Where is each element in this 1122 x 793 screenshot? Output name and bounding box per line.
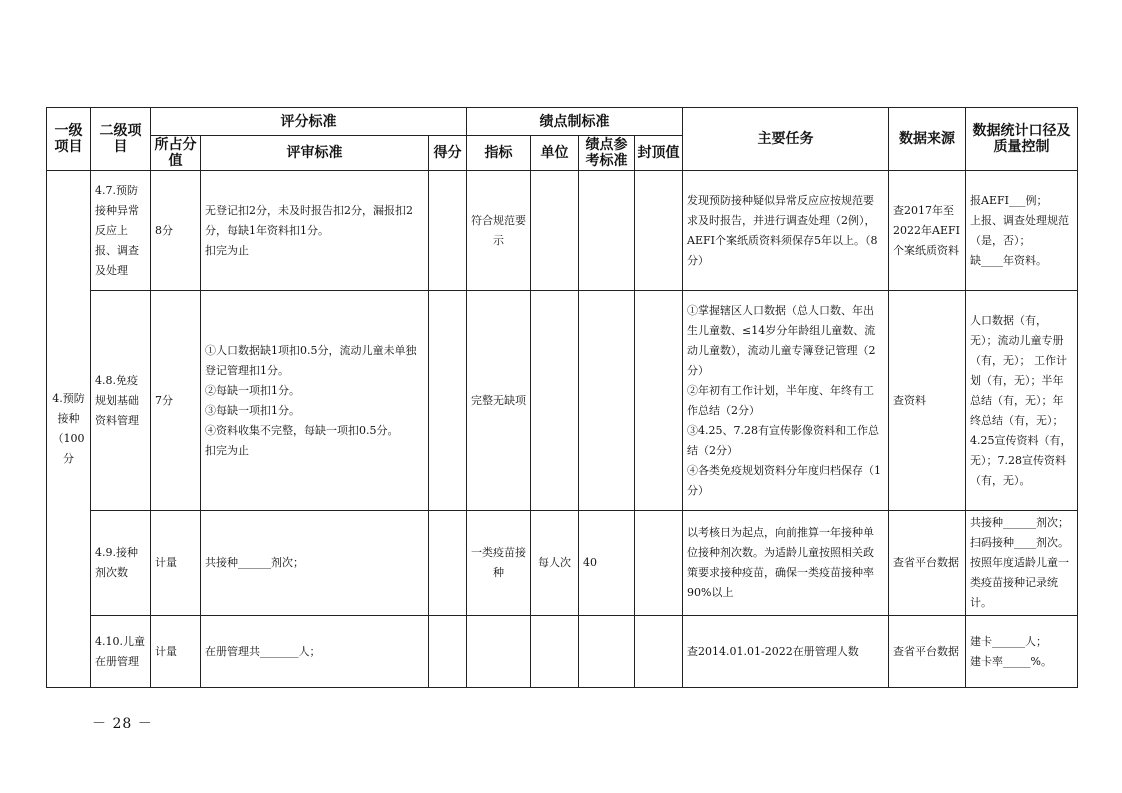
task-cell: 以考核日为起点，向前推算一年接种单位接种剂次数。为适龄儿童按照相关政策要求接种疫苗，确保一类疫苗接种率90%以上 [683,511,889,616]
level2-cell: 4.8.免疫规划基础资料管理 [91,291,151,511]
header-indicator: 指标 [467,136,531,171]
table-row [47,616,1078,688]
header-cap: 封顶值 [635,136,683,171]
header-row-top [47,108,1078,136]
task-cell: 发现预防接种疑似异常反应应按规范要求及时报告，并进行调查处理（2例），AEFI个案纸质资料须保存5年以上。（8分） [683,171,889,291]
obtained-cell [429,171,467,291]
source-cell: 查资料 [889,291,966,511]
header-performance: 绩点制标准 [467,108,683,136]
unit-cell: 每人次 [531,511,579,616]
obtained-cell [429,511,467,616]
header-level1: 一级项目 [47,108,91,171]
reference-cell [579,616,635,688]
cap-cell [635,291,683,511]
criteria-cell: ①人口数据缺1项扣0.5分，流动儿童未单独登记管理扣1分。 ②每缺一项扣1分。 ③每缺一项扣1分。 ④资料收集不完整，每缺一项扣0.5分。 扣完为止 [201,291,429,511]
level2-cell: 4.7.预防接种异常反应上报、调查及处理 [91,171,151,291]
level2-cell: 4.10.儿童在册管理 [91,616,151,688]
table-row [47,291,1078,511]
criteria-cell: 共接种______剂次； [201,511,429,616]
source-cell: 查2017年至2022年AEFI个案纸质资料 [889,171,966,291]
header-tasks: 主要任务 [683,108,889,171]
task-cell: 查2014.01.01-2022在册管理人数 [683,616,889,688]
score-cell: 8分 [151,171,201,291]
score-cell: 7分 [151,291,201,511]
indicator-cell: 一类疫苗接种 [467,511,531,616]
header-reference: 绩点参考标准 [579,136,635,171]
criteria-cell: 在册管理共_______人； [201,616,429,688]
header-stats: 数据统计口径及质量控制 [966,108,1078,171]
cap-cell [635,171,683,291]
stats-cell: 共接种______剂次；扫码接种____剂次。按照年度适龄儿童一类疫苗接种记录统计。 [966,511,1078,616]
unit-cell [531,171,579,291]
cap-cell [635,511,683,616]
cap-cell [635,616,683,688]
table-row [47,511,1078,616]
header-unit: 单位 [531,136,579,171]
score-cell: 计量 [151,616,201,688]
obtained-cell [429,616,467,688]
header-review: 评审标准 [201,136,429,171]
header-level2: 二级项目 [91,108,151,171]
table-row [47,171,1078,291]
reference-cell [579,171,635,291]
unit-cell [531,291,579,511]
header-score-share: 所占分值 [151,136,201,171]
unit-cell [531,616,579,688]
header-source: 数据来源 [889,108,966,171]
stats-cell: 人口数据（有，无）；流动儿童专册（有，无）； 工作计划（有，无）；半年总结（有，无）；年终总结（有，无）； 4.25宣传资料（有，无）；7.28宣传资料（有，无）。 [966,291,1078,511]
stats-cell: 报AEFI___例； 上报、调查处理规范（是，否）； 缺____年资料。 [966,171,1078,291]
indicator-cell: 完整无缺项 [467,291,531,511]
task-cell: ①掌握辖区人口数据（总人口数、年出生儿童数、≤14岁分年龄组儿童数、流动儿童数），流动儿童专簿登记管理（2分） ②年初有工作计划，半年度、年终有工作总结（2分） ③4.25、7.28有宣传影像资料和工作总结（2分） ④各类免疫规划资料分年度归档保存（1分） [683,291,889,511]
reference-cell: 40 [579,511,635,616]
level2-cell: 4.9.接种剂次数 [91,511,151,616]
indicator-cell: 符合规范要示 [467,171,531,291]
reference-cell [579,291,635,511]
score-cell: 计量 [151,511,201,616]
scoring-table-wrapper [46,107,1078,688]
source-cell: 查省平台数据 [889,511,966,616]
source-cell: 查省平台数据 [889,616,966,688]
obtained-cell [429,291,467,511]
indicator-cell [467,616,531,688]
criteria-cell: 无登记扣2分，未及时报告扣2分，漏报扣2分，每缺1年资料扣1分。 扣完为止 [201,171,429,291]
scoring-table [46,107,1078,688]
header-scoring: 评分标准 [151,108,467,136]
page-number: － 28 － [92,716,153,732]
section-level1: 4.预防接种（100分 [47,171,91,688]
stats-cell: 建卡______人； 建卡率_____%。 [966,616,1078,688]
header-obtained: 得分 [429,136,467,171]
